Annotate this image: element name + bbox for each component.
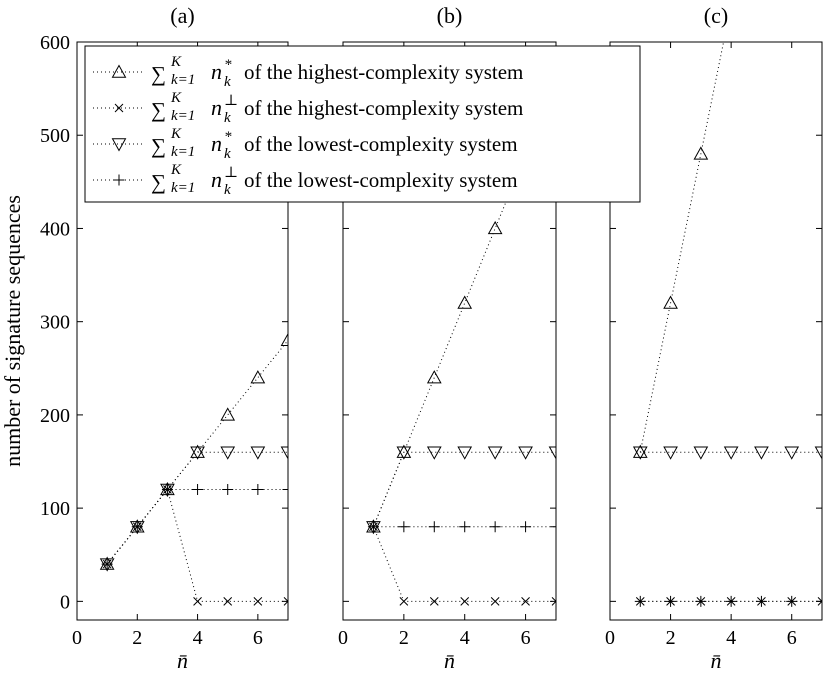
series-highest_nperp: [369, 523, 560, 606]
series-lowest_nperp: [368, 521, 562, 532]
y-tick-label: 400: [40, 218, 70, 241]
data-point: [252, 484, 263, 495]
x-tick-label: 2: [132, 627, 143, 649]
legend-sum-lower: k=1: [171, 72, 196, 88]
panel-title: (c): [703, 3, 729, 28]
data-point: [194, 597, 202, 605]
data-point: [428, 371, 441, 383]
series-line: [107, 452, 288, 564]
y-tick-label: 300: [40, 311, 70, 334]
x-axis-label: n̄: [444, 648, 455, 673]
panel-title: (b): [436, 3, 463, 28]
data-point: [755, 447, 768, 459]
x-tick-label: 4: [192, 627, 203, 649]
legend-var: n: [211, 59, 222, 84]
x-tick-label: 6: [786, 627, 797, 649]
legend-sum-upper: K: [171, 54, 182, 70]
data-point: [664, 447, 677, 459]
axes-box: [610, 42, 822, 620]
x-tick-label: 0: [605, 627, 615, 649]
panel-title: (a): [170, 3, 195, 28]
legend-label: of the lowest-complexity system: [244, 168, 518, 192]
x-tick-label: 2: [665, 627, 676, 649]
legend-sum-lower: k=1: [171, 180, 196, 196]
legend-var-sub: k: [224, 146, 231, 162]
data-point: [458, 447, 471, 459]
x-tick-label: 4: [459, 627, 470, 649]
data-point: [725, 447, 738, 459]
legend-label: of the highest-complexity system: [244, 96, 524, 120]
legend-sum-lower: k=1: [171, 108, 196, 124]
legend-var-sub: k: [224, 74, 231, 90]
data-point: [785, 447, 798, 459]
series-line: [373, 527, 556, 602]
legend-sum: ∑: [151, 62, 166, 86]
series-highest_nstar: [634, 0, 822, 457]
legend-var-sup: *: [224, 129, 232, 145]
data-point: [254, 597, 262, 605]
y-tick-label: 100: [40, 498, 70, 521]
legend-sum-upper: K: [171, 90, 182, 106]
data-point: [221, 447, 234, 459]
series-line: [107, 489, 288, 601]
legend-sum-lower: k=1: [171, 144, 196, 160]
legend-var-sub: k: [224, 182, 231, 198]
legend-sum-upper: K: [171, 126, 182, 142]
series-lowest_nstar: [101, 447, 295, 571]
legend-var: n: [211, 95, 222, 120]
data-point: [428, 447, 441, 459]
data-point: [489, 447, 502, 459]
x-tick-label: 6: [520, 627, 531, 649]
series-line: [373, 452, 556, 527]
data-point: [490, 521, 501, 532]
series-line: [107, 340, 288, 564]
data-point: [694, 447, 707, 459]
series-lowest_nstar: [634, 447, 829, 459]
data-point: [459, 521, 470, 532]
data-point: [398, 521, 409, 532]
data-point: [222, 484, 233, 495]
legend-label: of the lowest-complexity system: [244, 132, 518, 156]
x-tick-label: 2: [398, 627, 409, 649]
legend-var-sup: ⊥: [224, 93, 239, 109]
data-point: [400, 597, 408, 605]
x-axis-label: n̄: [710, 648, 722, 673]
data-point: [522, 597, 530, 605]
x-tick-label: 4: [726, 627, 737, 649]
data-point: [192, 484, 203, 495]
data-point: [551, 521, 562, 532]
y-tick-label: 500: [40, 125, 70, 148]
legend-sum: ∑: [151, 170, 166, 194]
series-lowest_nperp: [635, 596, 828, 607]
series-line: [640, 0, 822, 452]
series-lowest_nperp: [102, 484, 294, 570]
legend-var-sup: ⊥: [224, 165, 239, 181]
data-point: [283, 484, 294, 495]
data-point: [519, 447, 532, 459]
legend-label: of the highest-complexity system: [244, 60, 524, 84]
legend-sum: ∑: [151, 134, 166, 158]
data-point: [489, 222, 502, 234]
legend-var-sub: k: [224, 110, 231, 126]
legend-var: n: [211, 167, 222, 192]
legend-sum: ∑: [151, 98, 166, 122]
data-point: [429, 521, 440, 532]
data-point: [491, 597, 499, 605]
x-tick-label: 0: [338, 627, 348, 649]
legend: [85, 46, 640, 202]
series-highest_nstar: [101, 334, 295, 569]
x-tick-label: 6: [252, 627, 263, 649]
y-tick-label: 600: [40, 32, 70, 54]
legend-var: n: [211, 131, 222, 156]
x-tick-label: 0: [72, 627, 82, 649]
legend-sum-upper: K: [171, 162, 182, 178]
data-point: [694, 147, 707, 159]
y-tick-label: 0: [60, 591, 70, 614]
data-point: [458, 297, 471, 309]
series-lowest_nstar: [367, 447, 563, 533]
y-tick-label: 200: [40, 404, 70, 427]
y-axis-label: number of signature sequences: [0, 195, 25, 467]
x-axis-label: n̄: [177, 648, 188, 673]
data-point: [520, 521, 531, 532]
data-point: [251, 447, 264, 459]
series-highest_nperp: [103, 485, 292, 605]
legend-var-sup: *: [224, 57, 232, 73]
